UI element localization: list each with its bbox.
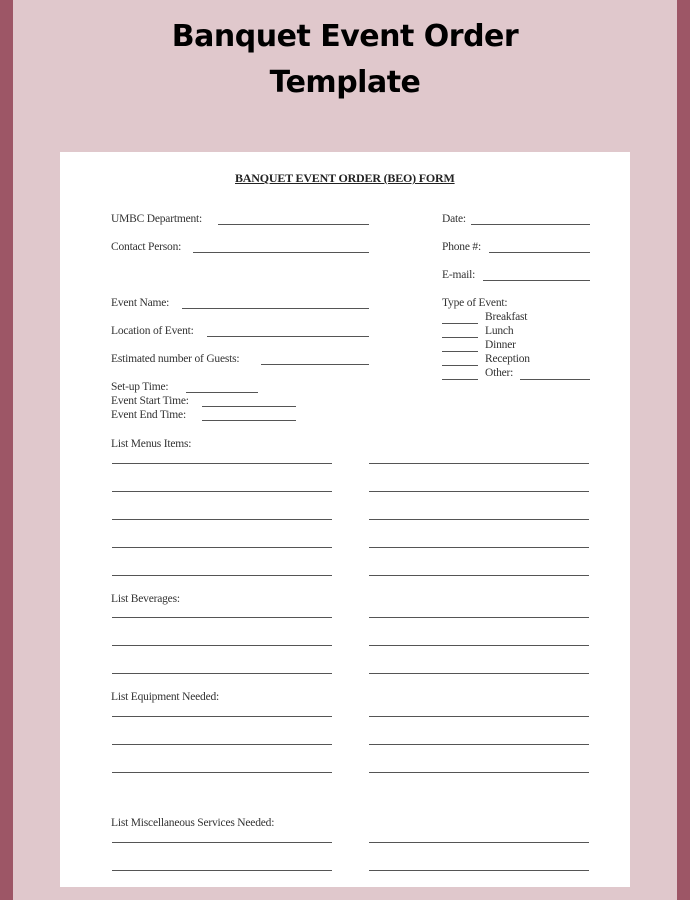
equipment-line[interactable] [369,716,589,717]
location-field[interactable] [207,336,369,337]
beverage-line[interactable] [112,617,332,618]
dinner-checkbox-line[interactable] [442,351,478,352]
contact-person-label: Contact Person: [111,241,182,253]
phone-label: Phone #: [442,241,481,253]
dinner-option: Dinner [485,339,516,351]
equipment-line[interactable] [112,744,332,745]
equipment-line[interactable] [112,772,332,773]
other-specify-field[interactable] [520,379,590,380]
menu-item-line[interactable] [112,463,332,464]
email-label: E-mail: [442,269,476,281]
breakfast-checkbox-line[interactable] [442,323,478,324]
phone-field[interactable] [489,252,590,253]
page-title-line-1: Banquet Event Order [171,19,519,54]
form-title: BANQUET EVENT ORDER (BEO) FORM [235,171,455,185]
beverages-label: List Beverages: [111,593,180,605]
reception-option: Reception [485,353,530,365]
beverage-line[interactable] [112,645,332,646]
lunch-checkbox-line[interactable] [442,337,478,338]
location-label: Location of Event: [111,325,194,337]
reception-checkbox-line[interactable] [442,365,478,366]
lunch-option: Lunch [485,325,514,337]
menu-item-line[interactable] [112,547,332,548]
menu-item-line[interactable] [112,491,332,492]
misc-service-line[interactable] [369,842,589,843]
page-title [0,14,690,106]
other-checkbox-line[interactable] [442,379,478,380]
setup-time-field[interactable] [186,392,258,393]
end-time-field[interactable] [202,420,296,421]
breakfast-option: Breakfast [485,311,528,323]
misc-service-line[interactable] [112,870,332,871]
right-border [677,0,690,900]
menu-items-label: List Menus Items: [111,438,192,450]
page-title-line-2: Template [269,65,421,100]
menu-item-line[interactable] [112,519,332,520]
umbc-department-field[interactable] [218,224,369,225]
equipment-line[interactable] [369,772,589,773]
misc-service-line[interactable] [369,870,589,871]
type-of-event-label: Type of Event: [442,297,508,309]
email-field[interactable] [483,280,590,281]
guests-label: Estimated number of Guests: [111,353,240,365]
umbc-department-label: UMBC Department: [111,213,203,225]
menu-item-line[interactable] [369,463,589,464]
contact-person-field[interactable] [193,252,369,253]
menu-item-line[interactable] [369,547,589,548]
beverage-line[interactable] [369,645,589,646]
beverage-line[interactable] [369,617,589,618]
event-name-label: Event Name: [111,297,170,309]
equipment-line[interactable] [369,744,589,745]
menu-item-line[interactable] [369,575,589,576]
setup-time-label: Set-up Time: [111,381,169,393]
start-time-label: Event Start Time: [111,395,189,407]
date-label: Date: [442,213,466,225]
equipment-line[interactable] [112,716,332,717]
left-border [0,0,13,900]
equipment-label: List Equipment Needed: [111,691,220,703]
beo-form-document [60,152,630,887]
beverage-line[interactable] [112,673,332,674]
event-name-field[interactable] [182,308,369,309]
end-time-label: Event End Time: [111,409,186,421]
misc-services-label: List Miscellaneous Services Needed: [111,817,275,829]
start-time-field[interactable] [202,406,296,407]
date-field[interactable] [471,224,590,225]
menu-item-line[interactable] [112,575,332,576]
misc-service-line[interactable] [112,842,332,843]
guests-field[interactable] [261,364,369,365]
menu-item-line[interactable] [369,491,589,492]
other-option: Other: [485,367,514,379]
menu-item-line[interactable] [369,519,589,520]
beverage-line[interactable] [369,673,589,674]
